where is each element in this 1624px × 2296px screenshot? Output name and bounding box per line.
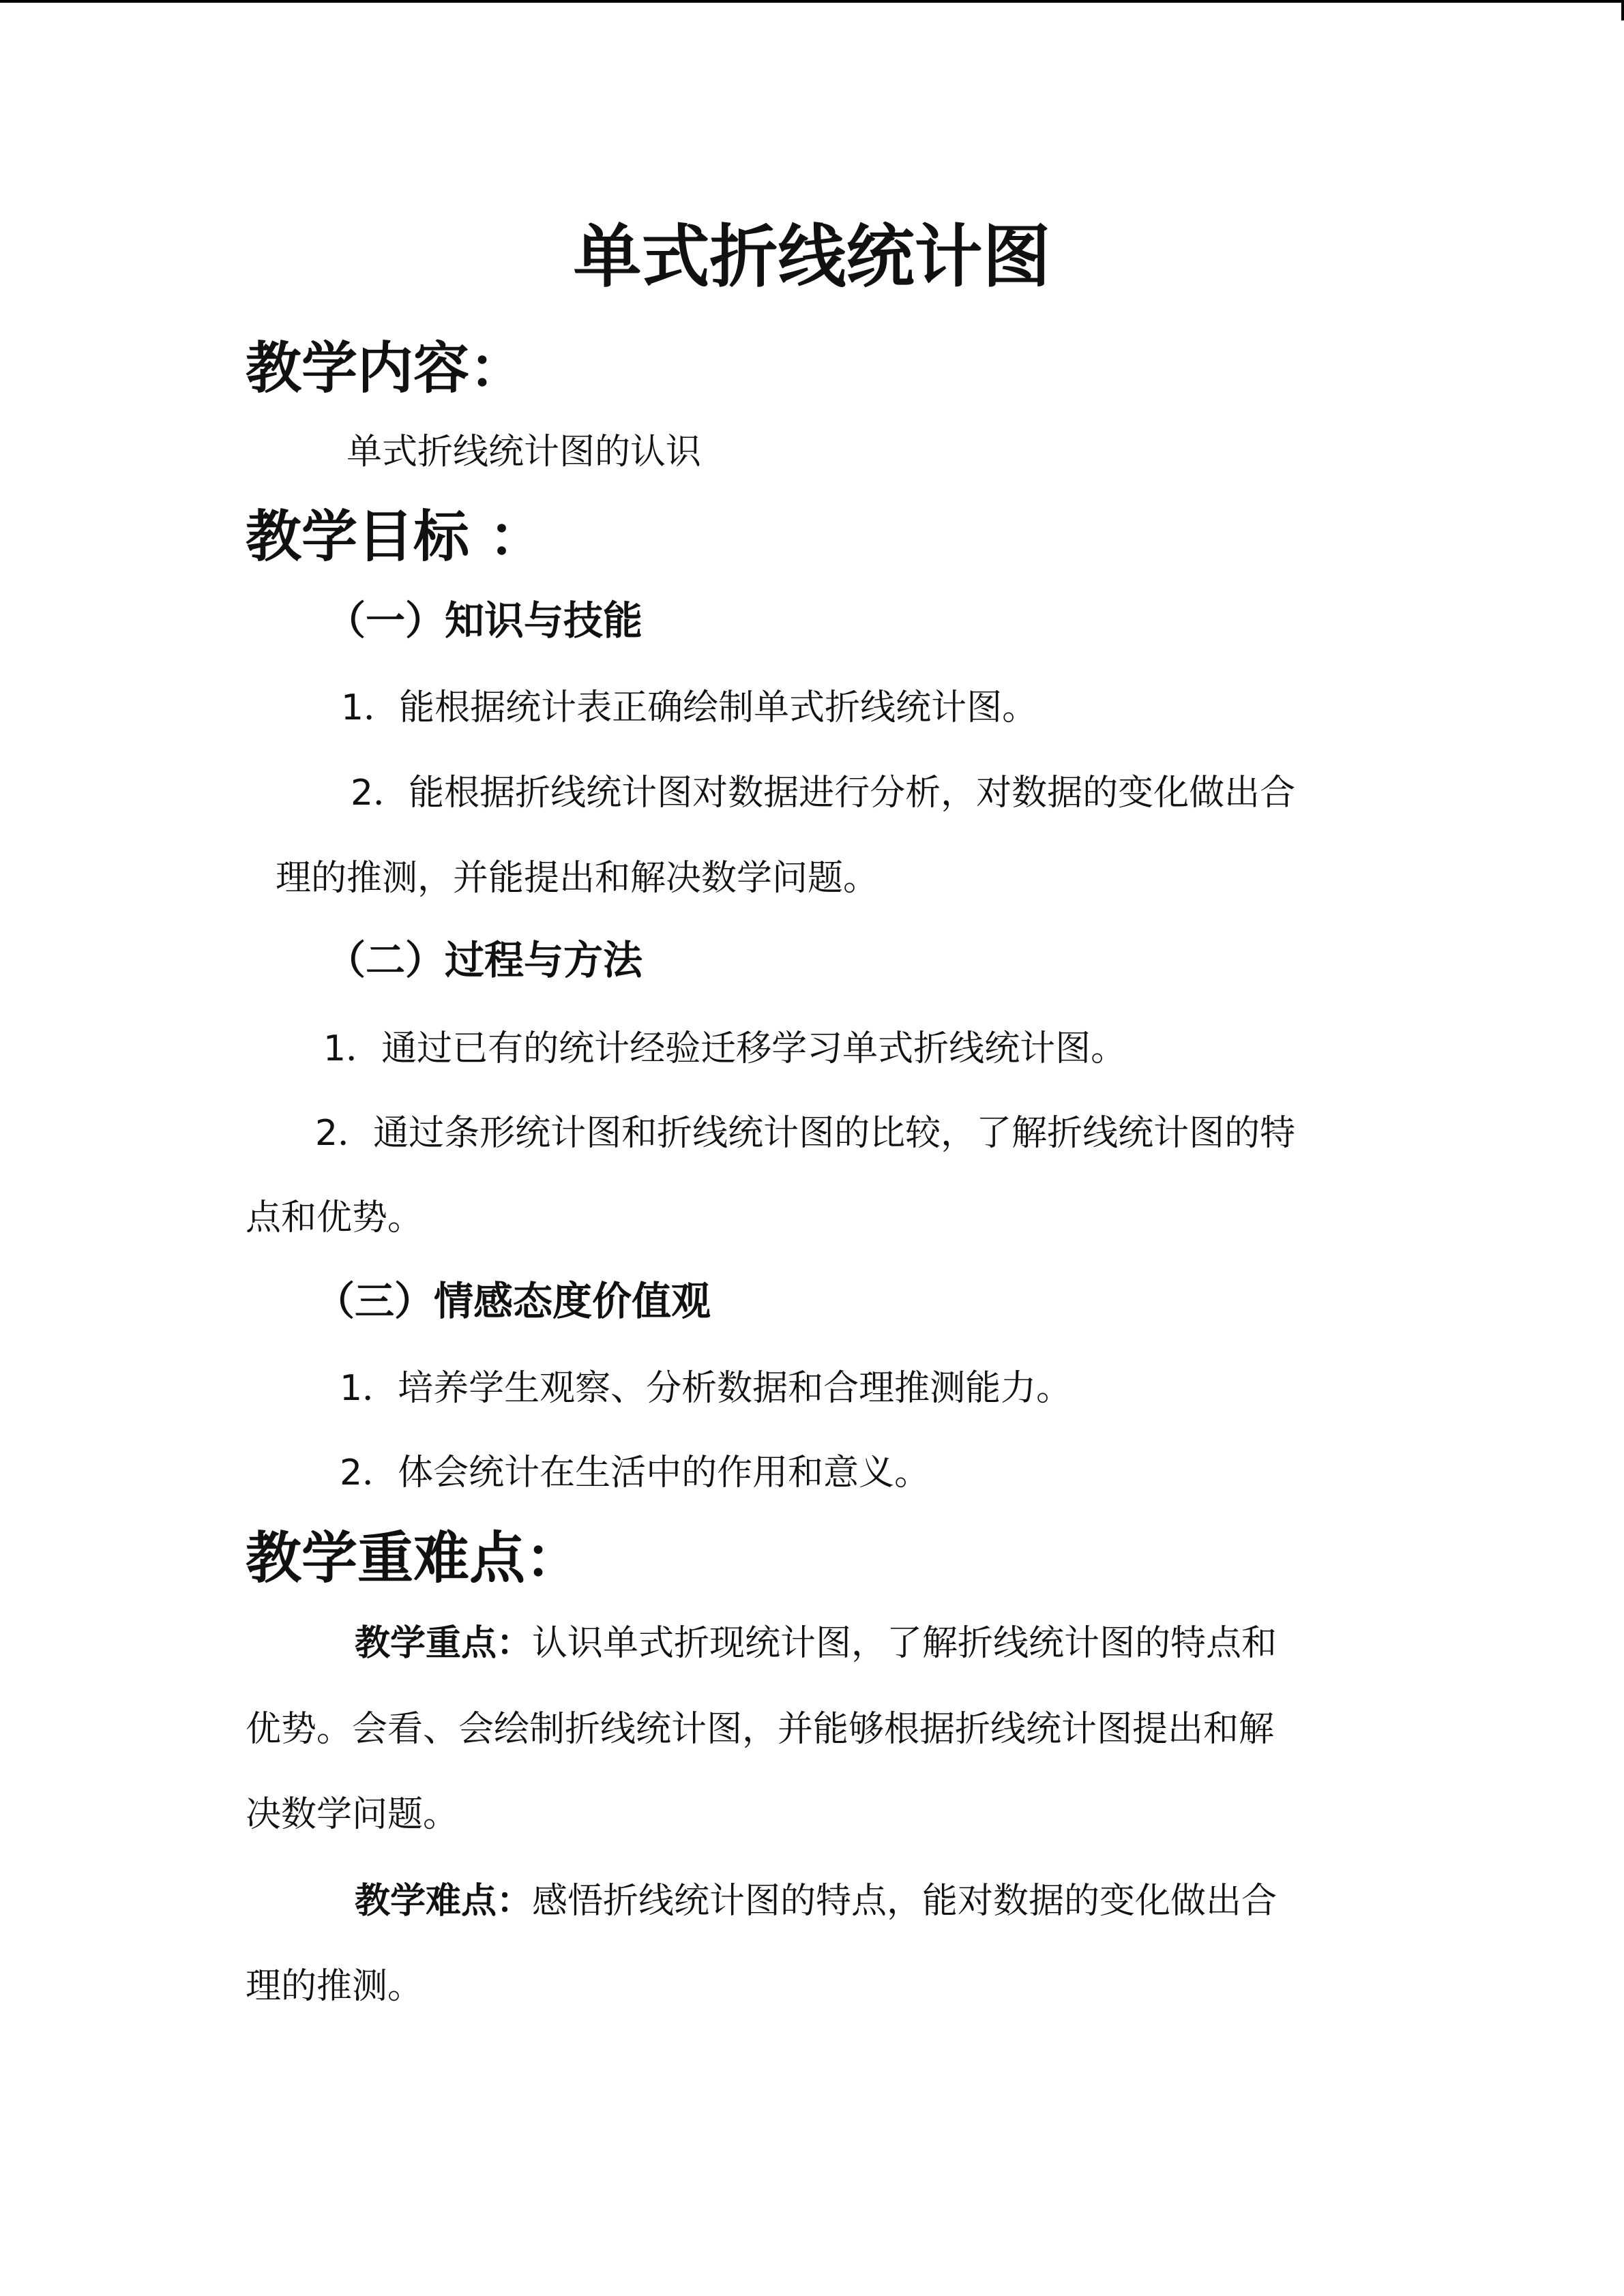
page-title: 单式折线统计图: [573, 217, 1051, 297]
difficulty-text: 感悟折线统计图的特点，能对数据的变化做出合: [532, 1881, 1278, 1922]
difficulty-line-2: 理的推测。: [246, 1966, 424, 2007]
knowledge-item-2-line-2: 理的推测，并能提出和解决数学问题。: [276, 858, 879, 899]
focus-line-1: [355, 1623, 1278, 1664]
content-heading: 教学内容：: [246, 336, 526, 401]
focus-label: 教学重点：: [355, 1623, 533, 1664]
focus-text: 认识单式折现统计图，了解折线统计图的特点和: [532, 1623, 1278, 1664]
process-item-2-line-1: 2．通过条形统计图和折线统计图的比较，了解折线统计图的特: [315, 1113, 1296, 1154]
knowledge-item-2-line-1: 2．能根据折线统计图对数据进行分析，对数据的变化做出合: [351, 773, 1296, 814]
attitude-heading: （三）情感态度价值观: [315, 1278, 711, 1324]
process-item-2-line-2: 点和优势。: [246, 1197, 424, 1238]
difficulty-label: 教学难点：: [355, 1881, 533, 1922]
keypoints-heading: 教学重难点：: [246, 1526, 582, 1591]
top-border-line: [0, 0, 1624, 3]
objectives-heading: 教学目标 ：: [246, 505, 545, 569]
attitude-item-1: 1．培养学生观察、分析数据和合理推测能力。: [340, 1368, 1072, 1409]
process-heading: （二）过程与方法: [326, 937, 643, 983]
right-border-line: [1621, 0, 1624, 20]
content-text: 单式折线统计图的认识: [346, 432, 702, 473]
difficulty-line-1: [355, 1881, 1278, 1922]
focus-line-2: 优势。会看、会绘制折线统计图，并能够根据折线统计图提出和解: [246, 1709, 1275, 1750]
knowledge-heading: （一）知识与技能: [326, 597, 643, 644]
process-item-1: 1．通过已有的统计经验迁移学习单式折线统计图。: [323, 1028, 1127, 1069]
focus-line-3: 决数学问题。: [246, 1794, 459, 1835]
knowledge-item-1: 1．能根据统计表正确绘制单式折线统计图。: [341, 687, 1038, 728]
attitude-item-2: 2．体会统计在生活中的作用和意义。: [340, 1452, 930, 1493]
